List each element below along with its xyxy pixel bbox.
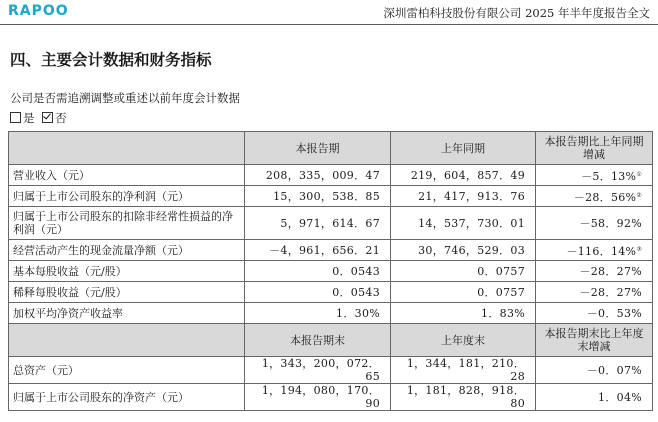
table-header-row (9, 132, 653, 165)
current-value: 1，194，080，170．90 (245, 384, 391, 411)
prior-value: 1，181，828，918．80 (391, 384, 536, 411)
row-label: 营业收入（元） (9, 165, 245, 186)
table-header-row (9, 324, 653, 357)
rapoo-logo: RAPOO (8, 3, 69, 19)
table-row (9, 186, 653, 207)
prior-value: 21，417，913．76 (391, 186, 536, 207)
option-yes-label: 是 (23, 111, 35, 125)
footnote-marker: ② (636, 191, 642, 199)
current-value: 208，335，009．47 (245, 165, 391, 186)
current-value: 0．0543 (245, 282, 391, 303)
row-label: 总资产（元） (9, 357, 245, 384)
change-text: －28．56% (573, 190, 637, 204)
prior-value: 0．0757 (391, 282, 536, 303)
row-label: 归属于上市公司股东的净利润（元） (9, 186, 245, 207)
header-blank-cell (9, 132, 245, 165)
restatement-question: 公司是否需追溯调整或重述以前年度会计数据 (10, 91, 240, 105)
header-blank-cell (9, 324, 245, 357)
report-title: 深圳雷柏科技股份有限公司 2025 年半年度报告全文 (383, 6, 650, 20)
change-value: －28．27% (536, 261, 653, 282)
change-value (536, 186, 653, 207)
checkbox-yes (10, 112, 21, 123)
change-text: －116．14% (566, 244, 637, 258)
column-header: 本报告期比上年同期增减 (536, 132, 653, 165)
change-text: －5．13% (581, 169, 637, 183)
change-value: －58．92% (536, 207, 653, 240)
current-value: 15，300，538．85 (245, 186, 391, 207)
current-value: 5，971，614．67 (245, 207, 391, 240)
prior-value: 219，604，857．49 (391, 165, 536, 186)
change-value: －28．27% (536, 282, 653, 303)
prior-value: 30，746，529．03 (391, 240, 536, 261)
row-label: 归属于上市公司股东的净资产（元） (9, 384, 245, 411)
table-row (9, 165, 653, 186)
change-value: －0．07% (536, 357, 653, 384)
current-value: －4，961，656．21 (245, 240, 391, 261)
row-label: 稀释每股收益（元/股） (9, 282, 245, 303)
table-row (9, 357, 653, 384)
column-header: 本报告期末 (245, 324, 391, 357)
footnote-marker: ③ (636, 245, 642, 253)
row-label: 归属于上市公司股东的扣除非经常性损益的净利润（元） (9, 207, 245, 240)
table-row (9, 207, 653, 240)
column-header: 本报告期末比上年度末增减 (536, 324, 653, 357)
change-value: －0．53% (536, 303, 653, 324)
option-no-label: 否 (55, 111, 67, 125)
current-value: 0．0543 (245, 261, 391, 282)
change-value (536, 240, 653, 261)
column-header: 本报告期 (245, 132, 391, 165)
column-header: 上年同期 (391, 132, 536, 165)
table-row (9, 303, 653, 324)
prior-value: 1．83% (391, 303, 536, 324)
prior-value: 14，537，730．01 (391, 207, 536, 240)
prior-value: 1，344，181，210．28 (391, 357, 536, 384)
column-header: 上年度末 (391, 324, 536, 357)
table-row (9, 384, 653, 411)
table-row (9, 261, 653, 282)
restatement-options (10, 110, 71, 126)
prior-value: 0．0757 (391, 261, 536, 282)
current-value: 1，343，200，072．65 (245, 357, 391, 384)
page-header (0, 0, 658, 25)
financial-indicators-table (8, 131, 653, 411)
row-label: 经营活动产生的现金流量净额（元） (9, 240, 245, 261)
row-label: 加权平均净资产收益率 (9, 303, 245, 324)
table-row (9, 282, 653, 303)
table-row (9, 240, 653, 261)
footnote-marker: ① (636, 170, 642, 178)
change-value: 1．04% (536, 384, 653, 411)
row-label: 基本每股收益（元/股） (9, 261, 245, 282)
current-value: 1．30% (245, 303, 391, 324)
change-value (536, 165, 653, 186)
section-title: 四、主要会计数据和财务指标 (10, 51, 212, 69)
checkbox-no (42, 112, 53, 123)
